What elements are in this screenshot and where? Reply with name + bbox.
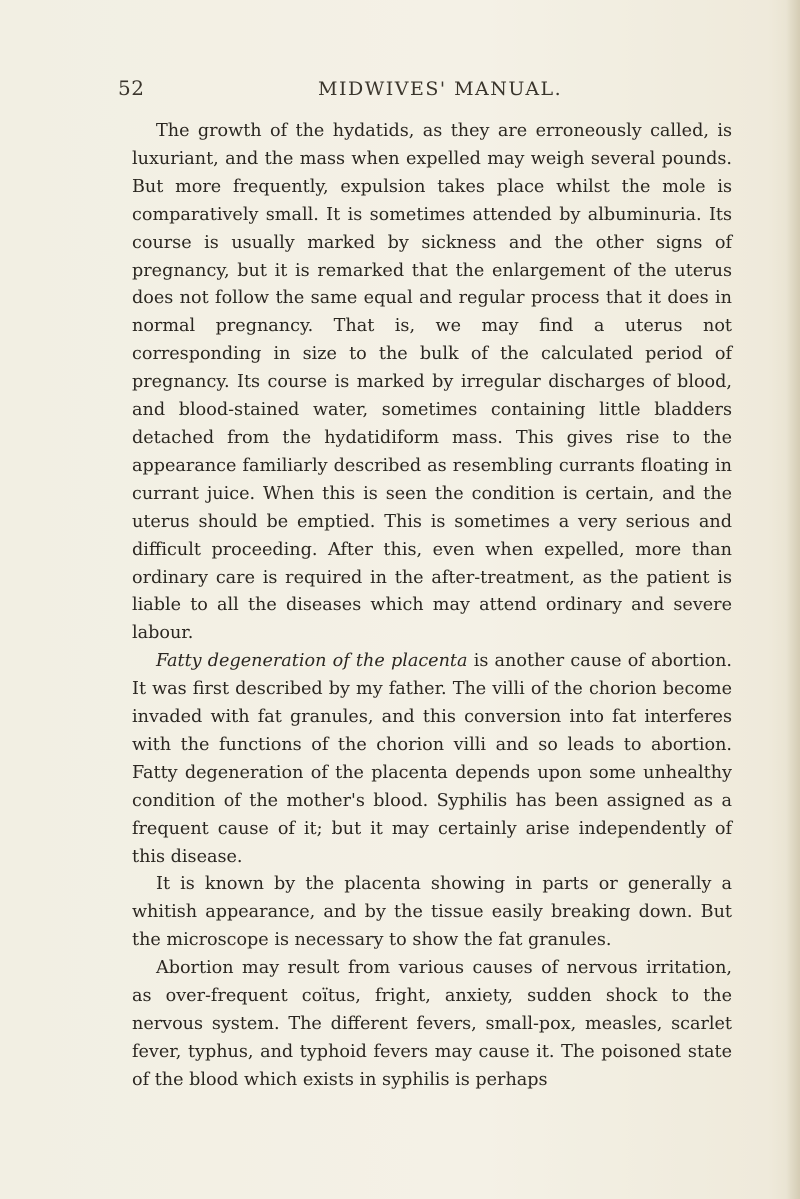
- paragraph-fatty-degeneration: [132, 648, 732, 871]
- paragraph-text: It is known by the placenta showing in parts or generally a whitish appearance, and by the tissue easily breaking down. But the microscope is necessary to show the fat granules.: [132, 874, 732, 951]
- paragraph-italic-lead: Fatty degeneration of the placenta: [156, 651, 468, 672]
- body-text: [132, 118, 732, 1095]
- paragraph-text: The growth of the hydatids, as they are erroneously called, is luxuriant, and the mass when expelled may weigh several pounds. But more frequently, expulsion takes place whilst the mole is comparatively small. It is sometimes attended by albuminuria. Its course is usually marked by sickness and the other signs of pregnancy, but it is remarked that the enlargement of the uterus does not follow the same equal and regular process that it does in normal pregnancy. That is, we may find a uterus not corresponding in size to the bulk of the calculated period of pregnancy. Its course is marked by irregular discharges of blood, and blood-stained water, sometimes containing little bladders detached from the hydatidiform mass. This gives rise to the appearance familiarly described as resembling currants floating in currant juice. When this is seen the condition is certain, and the uterus should be emptied. This is sometimes a very serious and difficult proceeding. After this, even when expelled, more than ordinary care is required in the after-treatment, as the patient is liable to all the diseases which may attend ordinary and severe labour.: [132, 121, 732, 644]
- page-edge-shadow: [786, 0, 800, 1199]
- paragraph-text: is another cause of abortion. It was first described by my father. The villi of the chorion become invaded with fat granules, and this conversion into fat interferes with the functions of the chorion villi and so leads to abortion. Fatty degeneration of the placenta depends upon some unhealthy condition of the mother's blood. Syphilis has been assigned as a frequent cause of it; but it may certainly arise independently of this disease.: [132, 651, 732, 867]
- running-head: MIDWIVES' MANUAL.: [318, 78, 563, 100]
- paragraph-text: Abortion may result from various causes of nervous irritation, as over-frequent coïtus, fright, anxiety, sudden shock to the nervous system. The different fevers, small-pox, measles, scarlet fever, typhus, and typhoid fevers may cause it. The poisoned state of the blood which exists in syphilis is perhaps: [132, 958, 732, 1090]
- page-number: 52: [118, 76, 145, 100]
- page-header: [0, 76, 800, 106]
- paragraph-hydatid-growth: [132, 118, 732, 648]
- paragraph-placenta-appearance: [132, 871, 732, 955]
- paragraph-nervous-causes: [132, 955, 732, 1095]
